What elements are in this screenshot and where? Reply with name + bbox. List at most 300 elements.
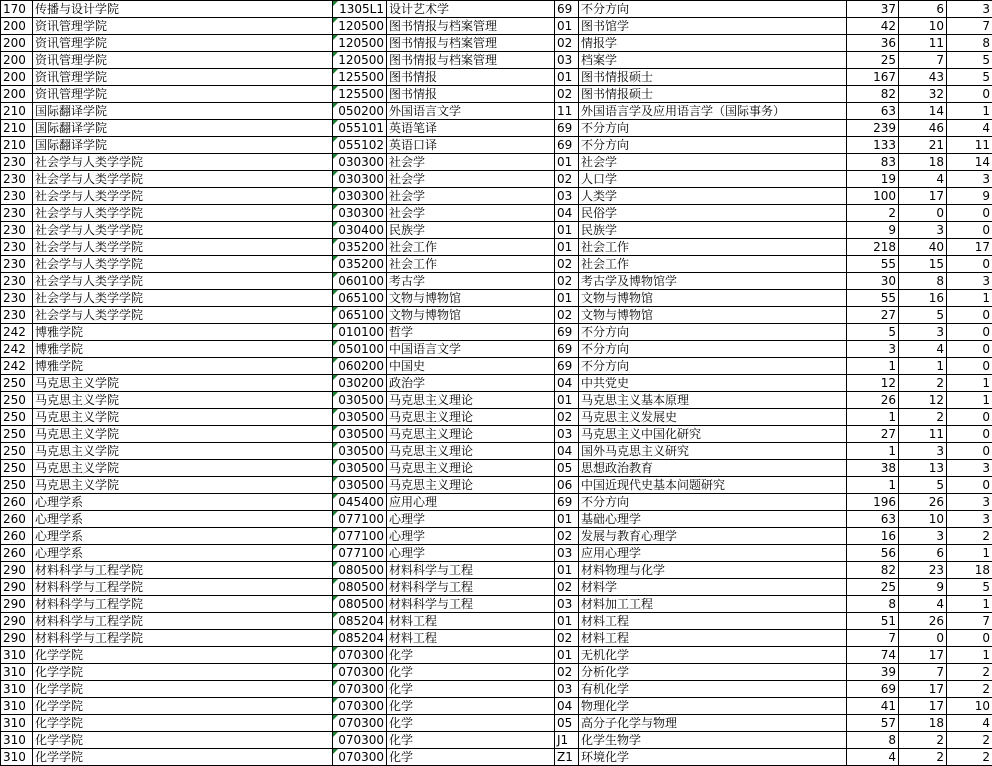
direction-name-cell[interactable]: 材料学 [579,579,847,596]
applicants-cell[interactable]: 30 [847,273,899,290]
school-name-cell[interactable]: 国际翻译学院 [33,137,333,154]
exempt-cell[interactable]: 1 [947,290,992,307]
school-name-cell[interactable]: 社会学与人类学学院 [33,307,333,324]
school-code-cell[interactable]: 260 [1,494,33,511]
direction-name-cell[interactable]: 高分子化学与物理 [579,715,847,732]
school-name-cell[interactable]: 心理学系 [33,545,333,562]
direction-name-cell[interactable]: 马克思主义基本原理 [579,392,847,409]
school-code-cell[interactable]: 230 [1,222,33,239]
major-name-cell[interactable]: 社会学 [387,188,555,205]
school-name-cell[interactable]: 马克思主义学院 [33,426,333,443]
school-name-cell[interactable]: 马克思主义学院 [33,443,333,460]
applicants-cell[interactable]: 38 [847,460,899,477]
school-name-cell[interactable]: 博雅学院 [33,341,333,358]
admitted-cell[interactable]: 43 [899,69,947,86]
exempt-cell[interactable]: 11 [947,137,992,154]
direction-code-cell[interactable]: 03 [555,188,579,205]
direction-name-cell[interactable]: 思想政治教育 [579,460,847,477]
direction-code-cell[interactable]: 02 [555,86,579,103]
school-name-cell[interactable]: 国际翻译学院 [33,120,333,137]
school-code-cell[interactable]: 230 [1,188,33,205]
admitted-cell[interactable]: 32 [899,86,947,103]
direction-name-cell[interactable]: 有机化学 [579,681,847,698]
major-code-cell[interactable]: 030200 [333,375,387,392]
direction-code-cell[interactable]: 01 [555,562,579,579]
school-name-cell[interactable]: 社会学与人类学学院 [33,273,333,290]
school-code-cell[interactable]: 210 [1,137,33,154]
school-name-cell[interactable]: 资讯管理学院 [33,18,333,35]
admitted-cell[interactable]: 17 [899,681,947,698]
school-code-cell[interactable]: 242 [1,324,33,341]
direction-code-cell[interactable]: 69 [555,137,579,154]
applicants-cell[interactable]: 37 [847,1,899,18]
direction-code-cell[interactable]: 02 [555,630,579,647]
direction-name-cell[interactable]: 图书情报硕士 [579,69,847,86]
admitted-cell[interactable]: 7 [899,52,947,69]
applicants-cell[interactable]: 57 [847,715,899,732]
major-name-cell[interactable]: 化学 [387,681,555,698]
exempt-cell[interactable]: 1 [947,545,992,562]
direction-name-cell[interactable]: 档案学 [579,52,847,69]
major-name-cell[interactable]: 化学 [387,715,555,732]
school-code-cell[interactable]: 290 [1,630,33,647]
school-code-cell[interactable]: 310 [1,681,33,698]
admitted-cell[interactable]: 23 [899,562,947,579]
school-code-cell[interactable]: 250 [1,477,33,494]
school-code-cell[interactable]: 260 [1,511,33,528]
major-name-cell[interactable]: 材料科学与工程 [387,562,555,579]
school-name-cell[interactable]: 国际翻译学院 [33,103,333,120]
admitted-cell[interactable]: 4 [899,171,947,188]
major-name-cell[interactable]: 马克思主义理论 [387,477,555,494]
major-name-cell[interactable]: 化学 [387,698,555,715]
direction-name-cell[interactable]: 图书馆学 [579,18,847,35]
applicants-cell[interactable]: 8 [847,732,899,749]
direction-name-cell[interactable]: 文物与博物馆 [579,290,847,307]
applicants-cell[interactable]: 41 [847,698,899,715]
major-code-cell[interactable]: 055101 [333,120,387,137]
applicants-cell[interactable]: 63 [847,511,899,528]
exempt-cell[interactable]: 1 [947,392,992,409]
school-name-cell[interactable]: 化学学院 [33,715,333,732]
admitted-cell[interactable]: 9 [899,579,947,596]
admitted-cell[interactable]: 46 [899,120,947,137]
major-name-cell[interactable]: 民族学 [387,222,555,239]
direction-name-cell[interactable]: 情报学 [579,35,847,52]
school-name-cell[interactable]: 马克思主义学院 [33,460,333,477]
major-code-cell[interactable]: 070300 [333,749,387,766]
school-code-cell[interactable]: 250 [1,409,33,426]
school-code-cell[interactable]: 260 [1,545,33,562]
school-code-cell[interactable]: 310 [1,749,33,766]
direction-name-cell[interactable]: 社会工作 [579,239,847,256]
major-code-cell[interactable]: 030300 [333,171,387,188]
major-code-cell[interactable]: 060200 [333,358,387,375]
major-name-cell[interactable]: 社会学 [387,171,555,188]
direction-name-cell[interactable]: 考古学及博物馆学 [579,273,847,290]
direction-name-cell[interactable]: 无机化学 [579,647,847,664]
admitted-cell[interactable]: 18 [899,715,947,732]
admitted-cell[interactable]: 5 [899,477,947,494]
school-name-cell[interactable]: 博雅学院 [33,324,333,341]
direction-code-cell[interactable]: 02 [555,528,579,545]
applicants-cell[interactable]: 25 [847,52,899,69]
direction-code-cell[interactable]: J1 [555,732,579,749]
applicants-cell[interactable]: 239 [847,120,899,137]
school-name-cell[interactable]: 心理学系 [33,528,333,545]
applicants-cell[interactable]: 133 [847,137,899,154]
major-code-cell[interactable]: 120500 [333,18,387,35]
major-code-cell[interactable]: 060100 [333,273,387,290]
direction-code-cell[interactable]: 69 [555,324,579,341]
major-name-cell[interactable]: 图书情报与档案管理 [387,35,555,52]
direction-name-cell[interactable]: 不分方向 [579,324,847,341]
school-name-cell[interactable]: 化学学院 [33,647,333,664]
applicants-cell[interactable]: 1 [847,409,899,426]
major-name-cell[interactable]: 哲学 [387,324,555,341]
admitted-cell[interactable]: 10 [899,511,947,528]
school-name-cell[interactable]: 材料科学与工程学院 [33,613,333,630]
school-name-cell[interactable]: 社会学与人类学学院 [33,239,333,256]
direction-name-cell[interactable]: 中国近现代史基本问题研究 [579,477,847,494]
exempt-cell[interactable]: 7 [947,18,992,35]
school-code-cell[interactable]: 250 [1,426,33,443]
school-code-cell[interactable]: 260 [1,528,33,545]
direction-name-cell[interactable]: 不分方向 [579,137,847,154]
applicants-cell[interactable]: 196 [847,494,899,511]
direction-code-cell[interactable]: 02 [555,171,579,188]
major-name-cell[interactable]: 材料工程 [387,630,555,647]
direction-name-cell[interactable]: 材料工程 [579,613,847,630]
school-code-cell[interactable]: 170 [1,1,33,18]
exempt-cell[interactable]: 0 [947,426,992,443]
exempt-cell[interactable]: 10 [947,698,992,715]
applicants-cell[interactable]: 100 [847,188,899,205]
direction-code-cell[interactable]: 02 [555,664,579,681]
applicants-cell[interactable]: 19 [847,171,899,188]
major-name-cell[interactable]: 外国语言文学 [387,103,555,120]
major-name-cell[interactable]: 社会工作 [387,239,555,256]
admitted-cell[interactable]: 26 [899,613,947,630]
school-code-cell[interactable]: 250 [1,375,33,392]
direction-code-cell[interactable]: 05 [555,715,579,732]
direction-code-cell[interactable]: 01 [555,647,579,664]
major-name-cell[interactable]: 心理学 [387,545,555,562]
school-name-cell[interactable]: 资讯管理学院 [33,35,333,52]
school-name-cell[interactable]: 马克思主义学院 [33,409,333,426]
major-name-cell[interactable]: 马克思主义理论 [387,460,555,477]
major-code-cell[interactable]: 070300 [333,698,387,715]
major-name-cell[interactable]: 材料科学与工程 [387,596,555,613]
direction-name-cell[interactable]: 中共党史 [579,375,847,392]
major-name-cell[interactable]: 化学 [387,732,555,749]
direction-name-cell[interactable]: 文物与博物馆 [579,307,847,324]
exempt-cell[interactable]: 1 [947,647,992,664]
school-name-cell[interactable]: 材料科学与工程学院 [33,596,333,613]
admitted-cell[interactable]: 1 [899,358,947,375]
direction-code-cell[interactable]: Z1 [555,749,579,766]
exempt-cell[interactable]: 2 [947,528,992,545]
applicants-cell[interactable]: 26 [847,392,899,409]
direction-name-cell[interactable]: 基础心理学 [579,511,847,528]
direction-code-cell[interactable]: 02 [555,409,579,426]
exempt-cell[interactable]: 7 [947,613,992,630]
major-name-cell[interactable]: 社会学 [387,205,555,222]
school-code-cell[interactable]: 290 [1,562,33,579]
school-code-cell[interactable]: 200 [1,18,33,35]
school-code-cell[interactable]: 242 [1,358,33,375]
admitted-cell[interactable]: 2 [899,749,947,766]
major-name-cell[interactable]: 图书情报 [387,86,555,103]
applicants-cell[interactable]: 16 [847,528,899,545]
direction-code-cell[interactable]: 69 [555,358,579,375]
exempt-cell[interactable]: 0 [947,409,992,426]
direction-name-cell[interactable]: 环境化学 [579,749,847,766]
applicants-cell[interactable]: 82 [847,562,899,579]
direction-code-cell[interactable]: 03 [555,52,579,69]
direction-name-cell[interactable]: 社会工作 [579,256,847,273]
direction-name-cell[interactable]: 不分方向 [579,341,847,358]
applicants-cell[interactable]: 25 [847,579,899,596]
school-code-cell[interactable]: 230 [1,273,33,290]
school-code-cell[interactable]: 250 [1,392,33,409]
school-name-cell[interactable]: 化学学院 [33,698,333,715]
major-name-cell[interactable]: 马克思主义理论 [387,409,555,426]
major-name-cell[interactable]: 考古学 [387,273,555,290]
admitted-cell[interactable]: 2 [899,409,947,426]
school-name-cell[interactable]: 社会学与人类学学院 [33,154,333,171]
major-code-cell[interactable]: 030300 [333,205,387,222]
major-code-cell[interactable]: 085204 [333,630,387,647]
major-name-cell[interactable]: 图书情报 [387,69,555,86]
admitted-cell[interactable]: 18 [899,154,947,171]
direction-name-cell[interactable]: 应用心理学 [579,545,847,562]
major-code-cell[interactable]: 055102 [333,137,387,154]
direction-name-cell[interactable]: 材料工程 [579,630,847,647]
applicants-cell[interactable]: 218 [847,239,899,256]
exempt-cell[interactable]: 17 [947,239,992,256]
direction-code-cell[interactable]: 06 [555,477,579,494]
major-code-cell[interactable]: 065100 [333,307,387,324]
major-code-cell[interactable]: 050200 [333,103,387,120]
major-code-cell[interactable]: 070300 [333,681,387,698]
major-name-cell[interactable]: 马克思主义理论 [387,426,555,443]
applicants-cell[interactable]: 167 [847,69,899,86]
direction-code-cell[interactable]: 04 [555,443,579,460]
school-name-cell[interactable]: 心理学系 [33,494,333,511]
applicants-cell[interactable]: 2 [847,205,899,222]
direction-name-cell[interactable]: 人口学 [579,171,847,188]
major-code-cell[interactable]: 077100 [333,511,387,528]
applicants-cell[interactable]: 82 [847,86,899,103]
school-name-cell[interactable]: 社会学与人类学学院 [33,188,333,205]
exempt-cell[interactable]: 18 [947,562,992,579]
exempt-cell[interactable]: 5 [947,52,992,69]
major-name-cell[interactable]: 图书情报与档案管理 [387,52,555,69]
exempt-cell[interactable]: 9 [947,188,992,205]
admitted-cell[interactable]: 4 [899,341,947,358]
school-code-cell[interactable]: 230 [1,290,33,307]
major-name-cell[interactable]: 文物与博物馆 [387,290,555,307]
school-name-cell[interactable]: 马克思主义学院 [33,477,333,494]
admitted-cell[interactable]: 12 [899,392,947,409]
major-name-cell[interactable]: 政治学 [387,375,555,392]
admitted-cell[interactable]: 10 [899,18,947,35]
direction-code-cell[interactable]: 03 [555,681,579,698]
admitted-cell[interactable]: 14 [899,103,947,120]
school-name-cell[interactable]: 资讯管理学院 [33,52,333,69]
direction-name-cell[interactable]: 发展与教育心理学 [579,528,847,545]
school-name-cell[interactable]: 化学学院 [33,749,333,766]
school-name-cell[interactable]: 社会学与人类学学院 [33,171,333,188]
school-code-cell[interactable]: 230 [1,171,33,188]
direction-code-cell[interactable]: 01 [555,511,579,528]
direction-name-cell[interactable]: 图书情报硕士 [579,86,847,103]
school-code-cell[interactable]: 200 [1,52,33,69]
admitted-cell[interactable]: 3 [899,222,947,239]
direction-code-cell[interactable]: 01 [555,18,579,35]
major-code-cell[interactable]: 030500 [333,426,387,443]
major-name-cell[interactable]: 化学 [387,664,555,681]
school-code-cell[interactable]: 200 [1,86,33,103]
school-name-cell[interactable]: 社会学与人类学学院 [33,205,333,222]
major-name-cell[interactable]: 中国语言文学 [387,341,555,358]
exempt-cell[interactable]: 3 [947,1,992,18]
major-code-cell[interactable]: 077100 [333,528,387,545]
exempt-cell[interactable]: 1 [947,103,992,120]
applicants-cell[interactable]: 27 [847,426,899,443]
direction-code-cell[interactable]: 01 [555,392,579,409]
major-code-cell[interactable]: 077100 [333,545,387,562]
direction-code-cell[interactable]: 01 [555,613,579,630]
exempt-cell[interactable]: 0 [947,256,992,273]
admitted-cell[interactable]: 13 [899,460,947,477]
exempt-cell[interactable]: 2 [947,664,992,681]
admitted-cell[interactable]: 3 [899,443,947,460]
applicants-cell[interactable]: 42 [847,18,899,35]
school-code-cell[interactable]: 310 [1,664,33,681]
direction-name-cell[interactable]: 物理化学 [579,698,847,715]
admitted-cell[interactable]: 17 [899,647,947,664]
major-name-cell[interactable]: 应用心理 [387,494,555,511]
major-code-cell[interactable]: 045400 [333,494,387,511]
admitted-cell[interactable]: 11 [899,426,947,443]
exempt-cell[interactable]: 0 [947,477,992,494]
direction-code-cell[interactable]: 01 [555,222,579,239]
admitted-cell[interactable]: 3 [899,324,947,341]
direction-code-cell[interactable]: 69 [555,120,579,137]
school-name-cell[interactable]: 化学学院 [33,732,333,749]
direction-name-cell[interactable]: 马克思主义中国化研究 [579,426,847,443]
major-code-cell[interactable]: 080500 [333,596,387,613]
applicants-cell[interactable]: 3 [847,341,899,358]
major-code-cell[interactable]: 050100 [333,341,387,358]
admitted-cell[interactable]: 17 [899,188,947,205]
school-code-cell[interactable]: 310 [1,647,33,664]
exempt-cell[interactable]: 1 [947,375,992,392]
major-name-cell[interactable]: 心理学 [387,528,555,545]
exempt-cell[interactable]: 3 [947,494,992,511]
admitted-cell[interactable]: 0 [899,205,947,222]
major-name-cell[interactable]: 英语笔译 [387,120,555,137]
school-name-cell[interactable]: 材料科学与工程学院 [33,562,333,579]
exempt-cell[interactable]: 3 [947,171,992,188]
admitted-cell[interactable]: 16 [899,290,947,307]
exempt-cell[interactable]: 0 [947,358,992,375]
school-code-cell[interactable]: 290 [1,579,33,596]
applicants-cell[interactable]: 69 [847,681,899,698]
admitted-cell[interactable]: 21 [899,137,947,154]
applicants-cell[interactable]: 63 [847,103,899,120]
major-code-cell[interactable]: 070300 [333,647,387,664]
major-code-cell[interactable]: 030500 [333,477,387,494]
school-code-cell[interactable]: 230 [1,154,33,171]
major-code-cell[interactable]: 035200 [333,239,387,256]
exempt-cell[interactable]: 3 [947,273,992,290]
admitted-cell[interactable]: 0 [899,630,947,647]
direction-code-cell[interactable]: 02 [555,35,579,52]
major-code-cell[interactable]: 080500 [333,562,387,579]
major-code-cell[interactable]: 1305L1 [333,1,387,18]
admitted-cell[interactable]: 15 [899,256,947,273]
major-code-cell[interactable]: 070300 [333,715,387,732]
admitted-cell[interactable]: 17 [899,698,947,715]
applicants-cell[interactable]: 55 [847,256,899,273]
direction-code-cell[interactable]: 02 [555,307,579,324]
admitted-cell[interactable]: 3 [899,528,947,545]
applicants-cell[interactable]: 39 [847,664,899,681]
admitted-cell[interactable]: 2 [899,732,947,749]
school-code-cell[interactable]: 250 [1,460,33,477]
school-code-cell[interactable]: 210 [1,120,33,137]
direction-code-cell[interactable]: 03 [555,426,579,443]
major-code-cell[interactable]: 070300 [333,732,387,749]
major-code-cell[interactable]: 035200 [333,256,387,273]
applicants-cell[interactable]: 7 [847,630,899,647]
exempt-cell[interactable]: 8 [947,35,992,52]
major-name-cell[interactable]: 材料科学与工程 [387,579,555,596]
direction-name-cell[interactable]: 不分方向 [579,494,847,511]
exempt-cell[interactable]: 0 [947,307,992,324]
school-name-cell[interactable]: 社会学与人类学学院 [33,222,333,239]
direction-name-cell[interactable]: 不分方向 [579,358,847,375]
major-name-cell[interactable]: 中国史 [387,358,555,375]
major-name-cell[interactable]: 化学 [387,749,555,766]
school-code-cell[interactable]: 310 [1,732,33,749]
direction-code-cell[interactable]: 69 [555,494,579,511]
direction-code-cell[interactable]: 11 [555,103,579,120]
exempt-cell[interactable]: 0 [947,222,992,239]
direction-name-cell[interactable]: 外国语言学及应用语言学（国际事务） [579,103,847,120]
school-code-cell[interactable]: 230 [1,307,33,324]
major-name-cell[interactable]: 心理学 [387,511,555,528]
exempt-cell[interactable]: 1 [947,596,992,613]
school-code-cell[interactable]: 242 [1,341,33,358]
admitted-cell[interactable]: 6 [899,1,947,18]
major-code-cell[interactable]: 030300 [333,154,387,171]
major-code-cell[interactable]: 030500 [333,392,387,409]
applicants-cell[interactable]: 55 [847,290,899,307]
direction-name-cell[interactable]: 不分方向 [579,120,847,137]
admitted-cell[interactable]: 26 [899,494,947,511]
direction-name-cell[interactable]: 国外马克思主义研究 [579,443,847,460]
school-name-cell[interactable]: 传播与设计学院 [33,1,333,18]
exempt-cell[interactable]: 4 [947,120,992,137]
applicants-cell[interactable]: 74 [847,647,899,664]
direction-name-cell[interactable]: 人类学 [579,188,847,205]
school-name-cell[interactable]: 博雅学院 [33,358,333,375]
school-code-cell[interactable]: 200 [1,69,33,86]
